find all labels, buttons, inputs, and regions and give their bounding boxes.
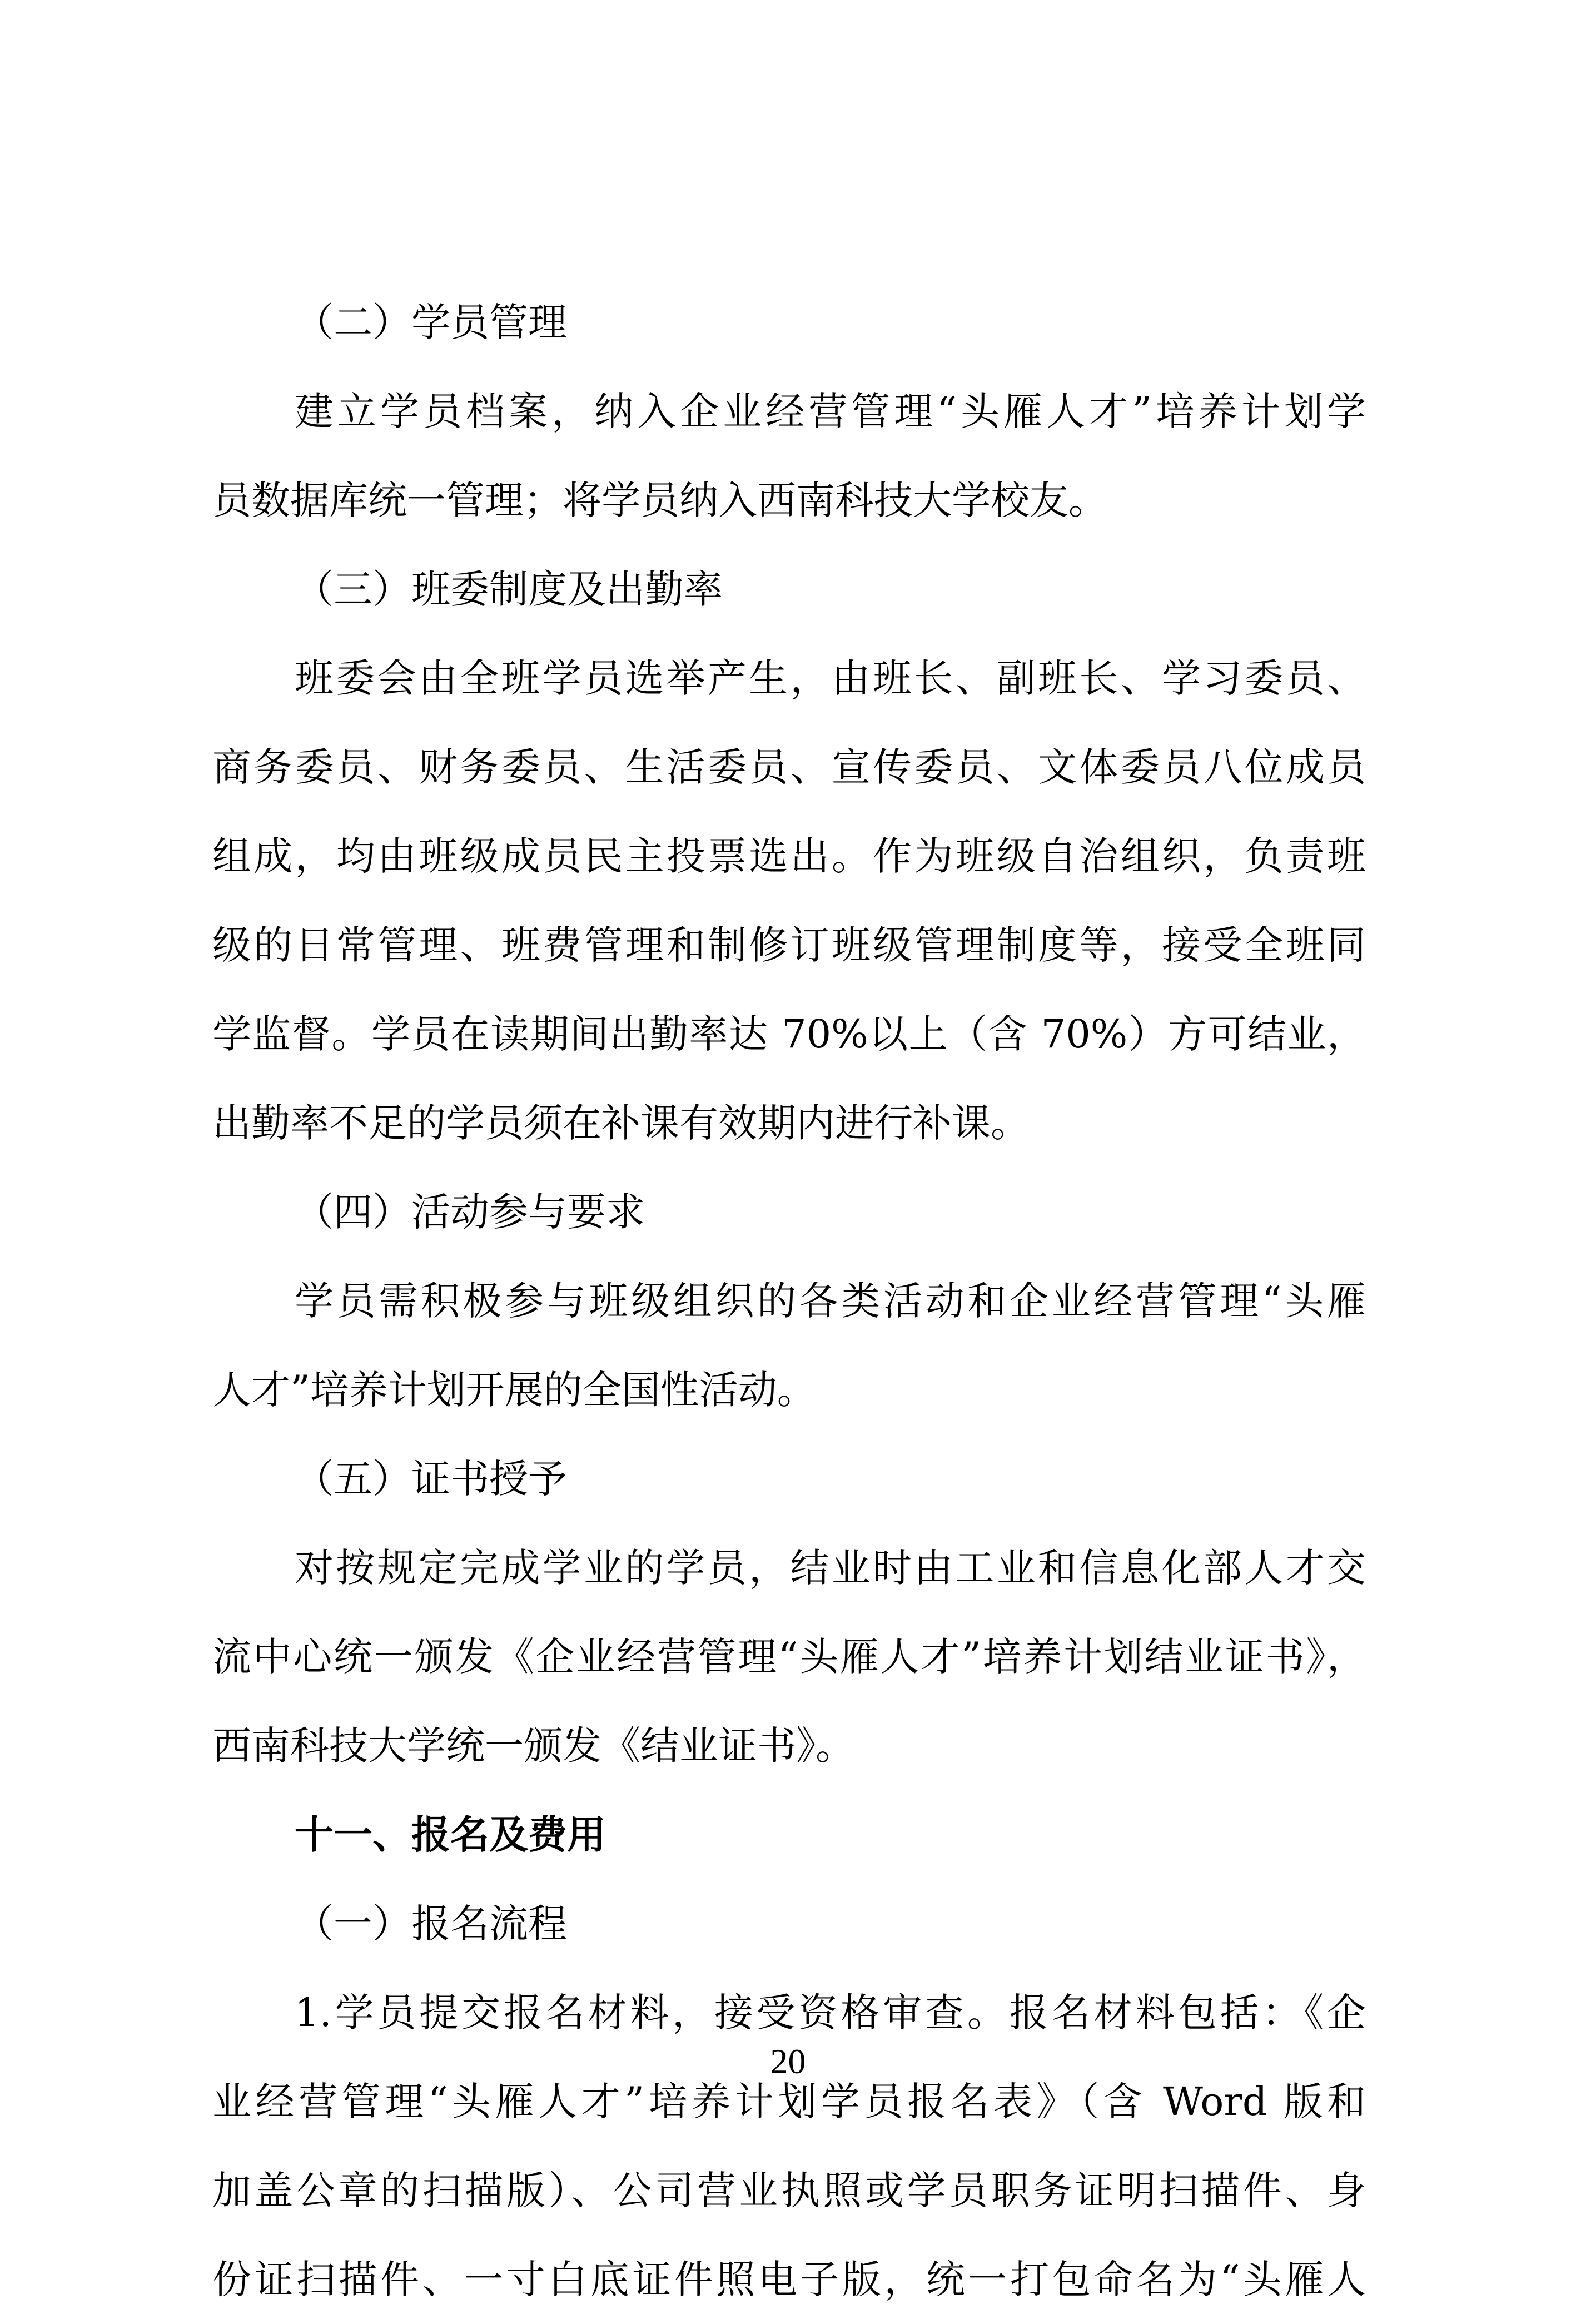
section-heading: 十一、报名及费用 bbox=[295, 1812, 606, 1858]
text-line: 学监督。学员在读期间出勤率达 70%以上（含 70%）方可结业， bbox=[212, 1011, 1366, 1057]
subsection-heading: （二）学员管理 bbox=[295, 300, 567, 345]
text-line: 商务委员、财务委员、生活委员、宣传委员、文体委员八位成员 bbox=[212, 744, 1366, 790]
text-line: 学员需积极参与班级组织的各类活动和企业经营管理“头雁 bbox=[295, 1278, 1366, 1324]
text-line: 人才”培养计划开展的全国性活动。 bbox=[212, 1367, 816, 1413]
text-line: 建立学员档案，纳入企业经营管理“头雁人才”培养计划学 bbox=[295, 389, 1366, 434]
text-line: 西南科技大学统一颁发《结业证书》。 bbox=[212, 1723, 854, 1769]
page-number: 20 bbox=[770, 2042, 806, 2081]
text-line: 出勤率不足的学员须在补课有效期内进行补课。 bbox=[212, 1100, 1030, 1146]
document-body bbox=[212, 278, 1366, 2324]
text-line: 流中心统一颁发《企业经营管理“头雁人才”培养计划结业证书》， bbox=[212, 1634, 1366, 1680]
text-line: 员数据库统一管理；将学员纳入西南科技大学校友。 bbox=[212, 478, 1107, 523]
text-line: 级的日常管理、班费管理和制修订班级管理制度等，接受全班同 bbox=[212, 922, 1366, 968]
subsection-heading: （四）活动参与要求 bbox=[295, 1189, 645, 1235]
text-line: 组成，均由班级成员民主投票选出。作为班级自治组织，负责班 bbox=[212, 833, 1366, 879]
text-line: 班委会由全班学员选举产生，由班长、副班长、学习委员、 bbox=[295, 656, 1366, 701]
text-line: 1.学员提交报名材料，接受资格审查。报名材料包括：《企 bbox=[295, 1990, 1366, 2035]
text-line: 份证扫描件、一寸白底证件照电子版，统一打包命名为“头雁人 bbox=[212, 2257, 1366, 2302]
text-line: 对按规定完成学业的学员，结业时由工业和信息化部人才交 bbox=[295, 1545, 1366, 1591]
subsection-heading: （五）证书授予 bbox=[295, 1456, 567, 1502]
subsection-heading: （三）班委制度及出勤率 bbox=[295, 567, 723, 612]
text-line: 业经营管理“头雁人才”培养计划学员报名表》（含 Word 版和 bbox=[212, 2079, 1366, 2124]
subsection-heading: （一）报名流程 bbox=[295, 1901, 567, 1946]
text-line: 加盖公章的扫描版）、公司营业执照或学员职务证明扫描件、身 bbox=[212, 2168, 1366, 2213]
